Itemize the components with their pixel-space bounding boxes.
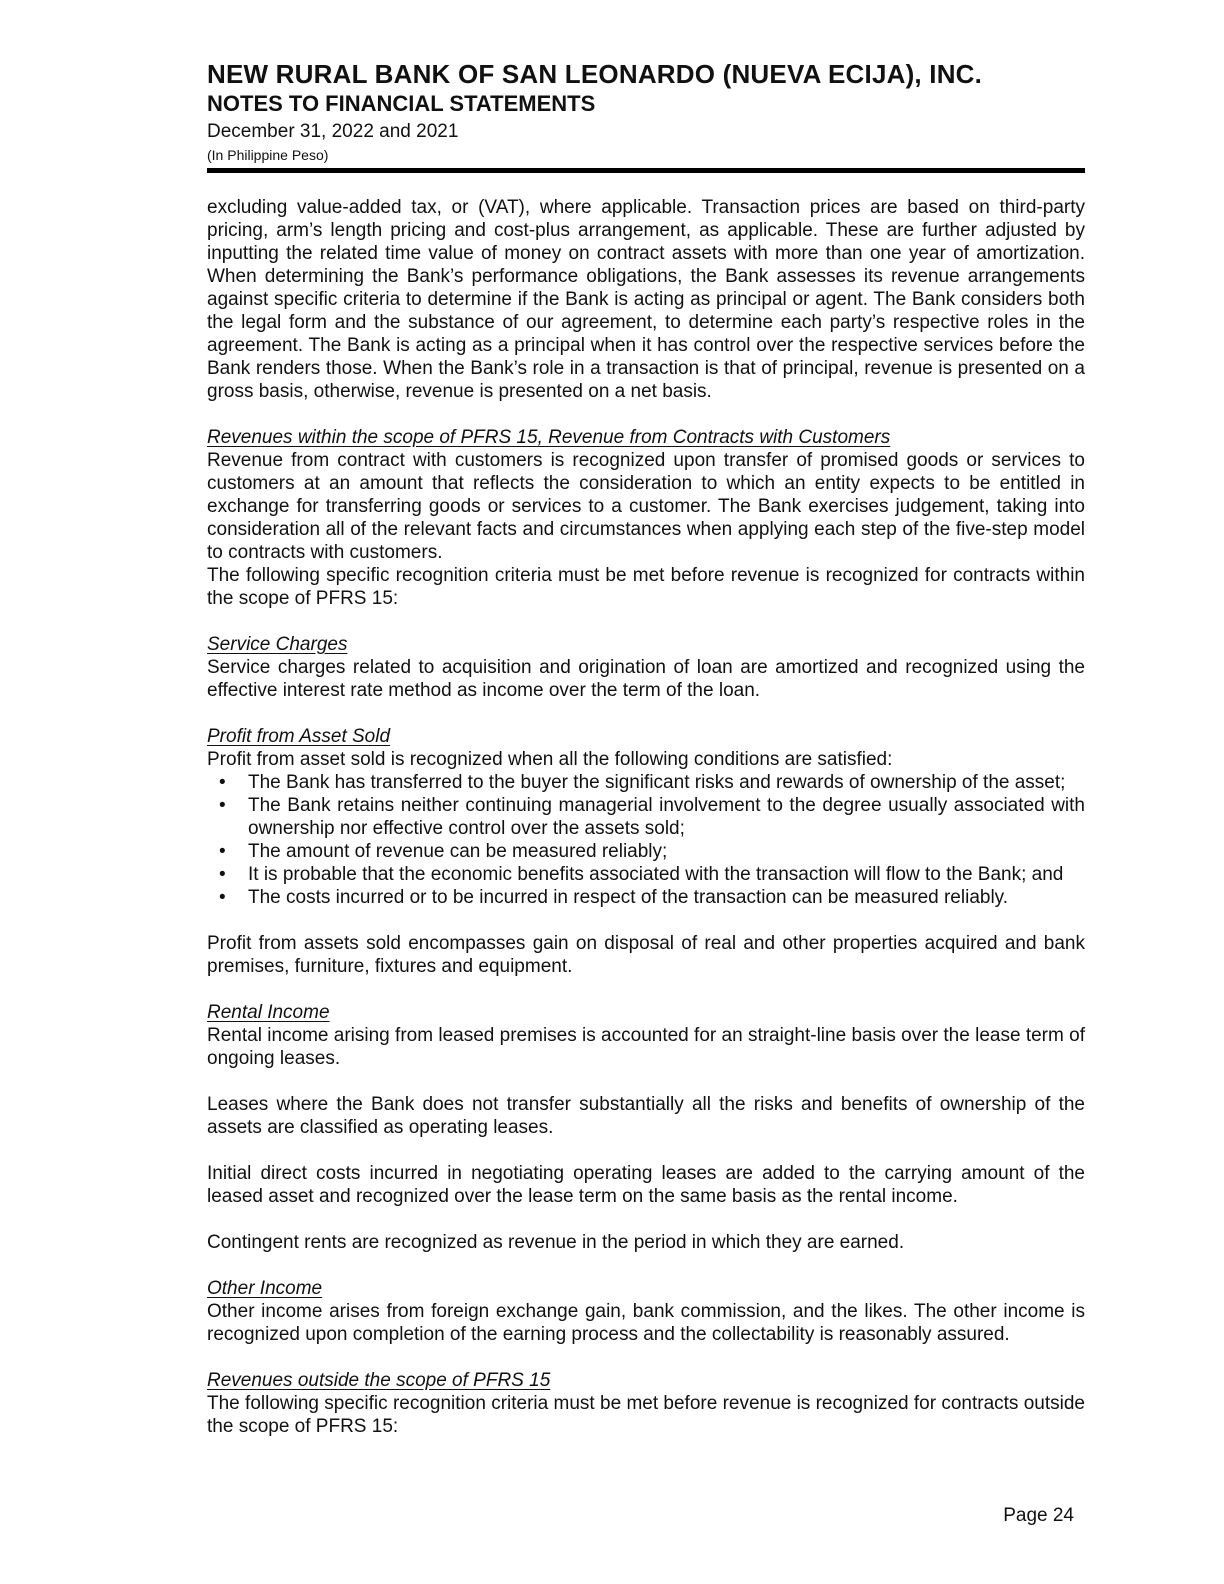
bullet-item: • It is probable that the economic benefits associated with the transaction will flow to the Bank; and xyxy=(207,863,1085,886)
document-header xyxy=(207,58,1085,173)
heading-revenues-within-pfrs15: Revenues within the scope of PFRS 15, Revenue from Contracts with Customers xyxy=(207,427,891,448)
bullet-item: • The Bank retains neither continuing managerial involvement to the degree usually associated with ownership nor effective control over the assets sold; xyxy=(207,794,1085,840)
bullet-item: • The costs incurred or to be incurred in respect of the transaction can be measured reliably. xyxy=(207,886,1085,909)
rental-income-paragraph-4: Contingent rents are recognized as revenue in the period in which they are earned. xyxy=(207,1232,905,1253)
bullet-item: • The amount of revenue can be measured reliably; xyxy=(207,840,1085,863)
heading-service-charges: Service Charges xyxy=(207,634,348,655)
heading-revenues-outside-pfrs15: Revenues outside the scope of PFRS 15 xyxy=(207,1370,551,1391)
rental-income-paragraph-3: Initial direct costs incurred in negotiating operating leases are added to the carrying amount of the leased asset and recognized over the lease term on the same basis as the rental income. xyxy=(207,1163,1085,1207)
heading-rental-income: Rental Income xyxy=(207,1002,330,1023)
other-income-paragraph: Other income arises from foreign exchange gain, bank commission, and the likes. The other income is recognized upon completion of the earning process and the collectability is reasonably assured. xyxy=(207,1301,1085,1345)
heading-profit-from-asset-sold: Profit from Asset Sold xyxy=(207,726,391,747)
rental-income-paragraph-1: Rental income arising from leased premises is accounted for an straight-line basis over the lease term of ongoing leases. xyxy=(207,1025,1085,1069)
bullet-item: • The Bank has transferred to the buyer the significant risks and rewards of ownership of the asset; xyxy=(207,771,1085,794)
header-divider xyxy=(207,168,1085,173)
pfrs15-within-paragraph-2: The following specific recognition criteria must be met before revenue is recognized for contracts within the scope of PFRS 15: xyxy=(207,565,1085,609)
profit-asset-sold-closing: Profit from assets sold encompasses gain on disposal of real and other properties acquired and bank premises, furniture, fixtures and equipment. xyxy=(207,933,1085,977)
profit-asset-sold-intro: Profit from asset sold is recognized when all the following conditions are satisfied: xyxy=(207,749,893,770)
profit-asset-sold-bullet-list xyxy=(207,771,1085,909)
bank-name-title: NEW RURAL BANK OF SAN LEONARDO (NUEVA ECIJA), INC. xyxy=(207,59,983,89)
notes-subtitle: NOTES TO FINANCIAL STATEMENTS xyxy=(207,91,596,116)
service-charges-paragraph: Service charges related to acquisition and origination of loan are amortized and recognized using the effective interest rate method as income over the term of the loan. xyxy=(207,657,1085,701)
pfrs15-within-paragraph-1: Revenue from contract with customers is recognized upon transfer of promised goods or services to customers at an amount that reflects the consideration to which an entity expects to be entitled in exchange for transferring goods or services to a customer. The Bank exercises judgement, taking into consideration all of the relevant facts and circumstances when applying each step of the five-step model to contracts with customers. xyxy=(207,450,1085,563)
pfrs15-outside-paragraph: The following specific recognition criteria must be met before revenue is recognized for contracts outside the scope of PFRS 15: xyxy=(207,1393,1085,1437)
document-body xyxy=(207,196,1085,1438)
intro-paragraph: excluding value-added tax, or (VAT), where applicable. Transaction prices are based on third-party pricing, arm’s length pricing and cost-plus arrangement, as applicable. These are further adjusted by inputting the related time value of money on contract assets with more than one year of amortization. When determining the Bank’s performance obligations, the Bank assesses its revenue arrangements against specific criteria to determine if the Bank is acting as principal or agent. The Bank considers both the legal form and the substance of our agreement, to determine each party’s respective roles in the agreement. The Bank is acting as a principal when it has control over the respective services before the Bank renders those. When the Bank’s role in a transaction is that of principal, revenue is presented on a gross basis, otherwise, revenue is presented on a net basis. xyxy=(207,197,1085,402)
heading-other-income: Other Income xyxy=(207,1278,323,1299)
statement-date: December 31, 2022 and 2021 xyxy=(207,121,459,142)
currency-note: (In Philippine Peso) xyxy=(207,147,329,163)
page-number: Page 24 xyxy=(1003,1505,1074,1526)
page-content xyxy=(207,58,1085,1461)
rental-income-paragraph-2: Leases where the Bank does not transfer substantially all the risks and benefits of ownership of the assets are classified as operating leases. xyxy=(207,1094,1085,1138)
